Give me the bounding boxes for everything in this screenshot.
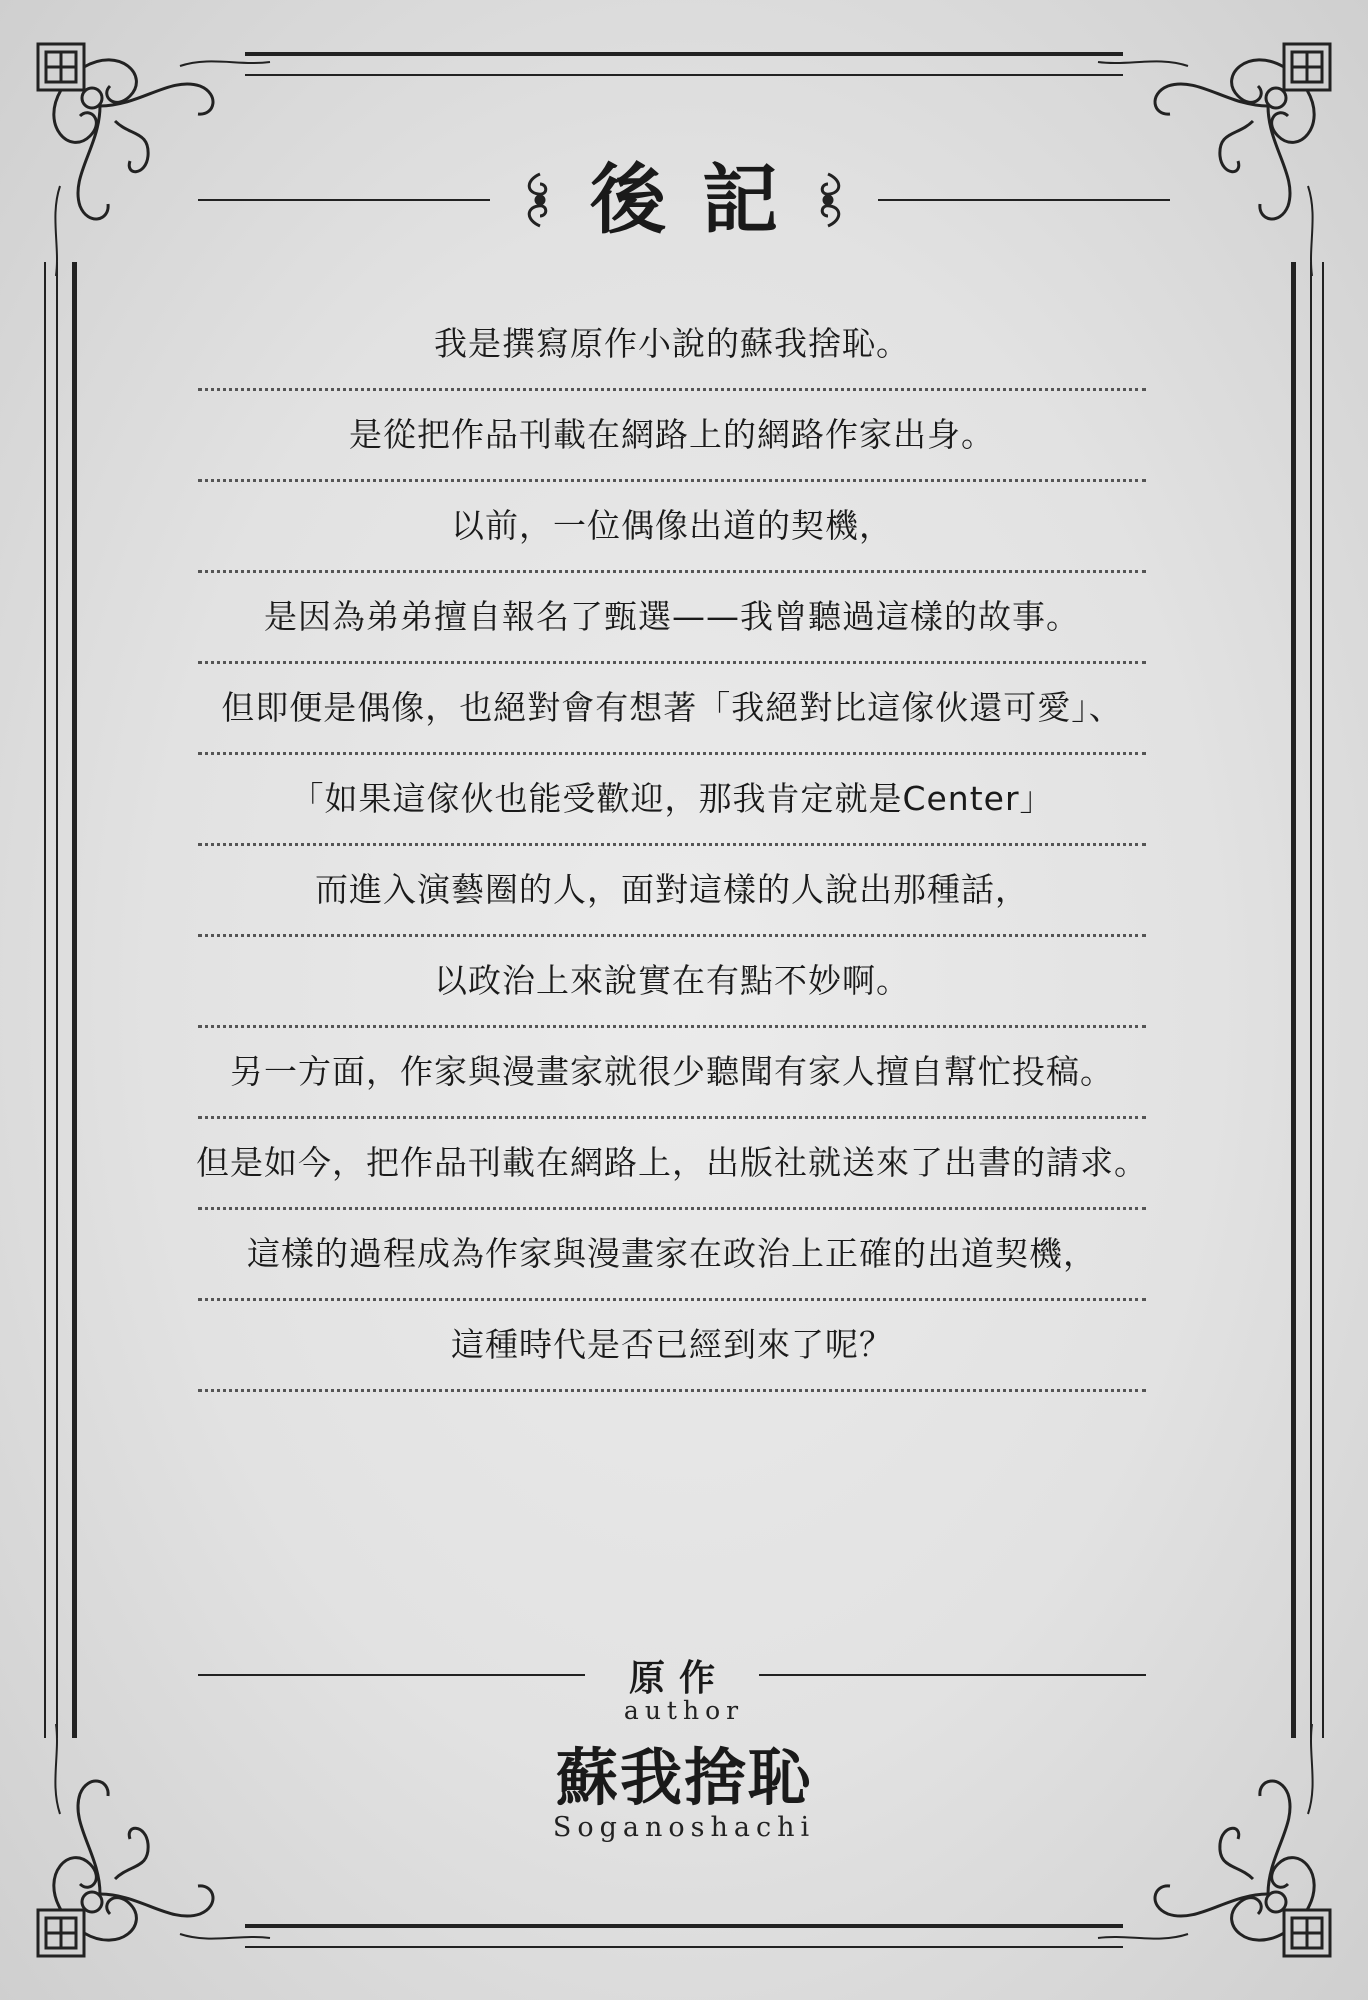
text-line-content: 這樣的過程成為作家與漫畫家在政治上正確的出道契機， bbox=[247, 1234, 1097, 1273]
page-title: 後記 bbox=[590, 155, 814, 244]
text-line-content: 「如果這傢伙也能受歡迎，那我肯定就是Center」 bbox=[290, 779, 1054, 818]
header-rule-right bbox=[878, 199, 1170, 201]
text-line bbox=[198, 482, 1146, 573]
text-line-content: 另一方面，作家與漫畫家就很少聽聞有家人擅自幫忙投稿。 bbox=[230, 1052, 1114, 1091]
afterword-text bbox=[198, 300, 1146, 1392]
frame-bottom-border bbox=[245, 1924, 1123, 1948]
scroll-flourish-icon bbox=[806, 170, 850, 230]
signature-header bbox=[198, 1655, 1146, 1699]
text-line-content: 是因為弟弟擅自報名了甄選——我曾聽過這樣的故事。 bbox=[264, 597, 1080, 636]
frame-top-border bbox=[245, 52, 1123, 76]
text-line bbox=[198, 300, 1146, 391]
text-line bbox=[198, 664, 1146, 755]
frame-right-border bbox=[1291, 262, 1324, 1738]
text-line bbox=[198, 1210, 1146, 1301]
frame-left-border bbox=[44, 262, 77, 1738]
text-line-content: 以前，一位偶像出道的契機， bbox=[451, 506, 893, 545]
scroll-flourish-icon bbox=[518, 170, 562, 230]
text-line bbox=[198, 937, 1146, 1028]
text-line-content: 這種時代是否已經到來了呢？ bbox=[451, 1325, 893, 1364]
text-line-content: 而進入演藝圈的人，面對這樣的人說出那種話， bbox=[315, 870, 1029, 909]
signature-rule-left bbox=[198, 1674, 585, 1676]
text-line-content: 我是撰寫原作小說的蘇我捨恥。 bbox=[434, 324, 910, 363]
text-line bbox=[198, 391, 1146, 482]
page-header bbox=[198, 150, 1170, 250]
text-line-content: 是從把作品刊載在網路上的網路作家出身。 bbox=[349, 415, 995, 454]
text-line-content: 以政治上來說實在有點不妙啊。 bbox=[434, 961, 910, 1000]
text-line bbox=[198, 1301, 1146, 1392]
text-line-content: 但即便是偶像，也絕對會有想著「我絕對比這傢伙還可愛」、 bbox=[221, 688, 1123, 727]
author-name: 蘇我捨恥 bbox=[555, 1741, 812, 1814]
signature-label: 原作 bbox=[629, 1656, 730, 1699]
text-line-content: 但是如今，把作品刊載在網路上，出版社就送來了出書的請求。 bbox=[196, 1143, 1148, 1182]
text-line bbox=[198, 1028, 1146, 1119]
header-rule-left bbox=[198, 199, 490, 201]
text-line bbox=[198, 1119, 1146, 1210]
text-line bbox=[198, 846, 1146, 937]
author-romaji: Soganoshachi bbox=[552, 1812, 816, 1843]
text-line bbox=[198, 573, 1146, 664]
signature-label-sub: author bbox=[623, 1696, 745, 1725]
text-line bbox=[198, 755, 1146, 846]
signature-rule-right bbox=[759, 1674, 1146, 1676]
